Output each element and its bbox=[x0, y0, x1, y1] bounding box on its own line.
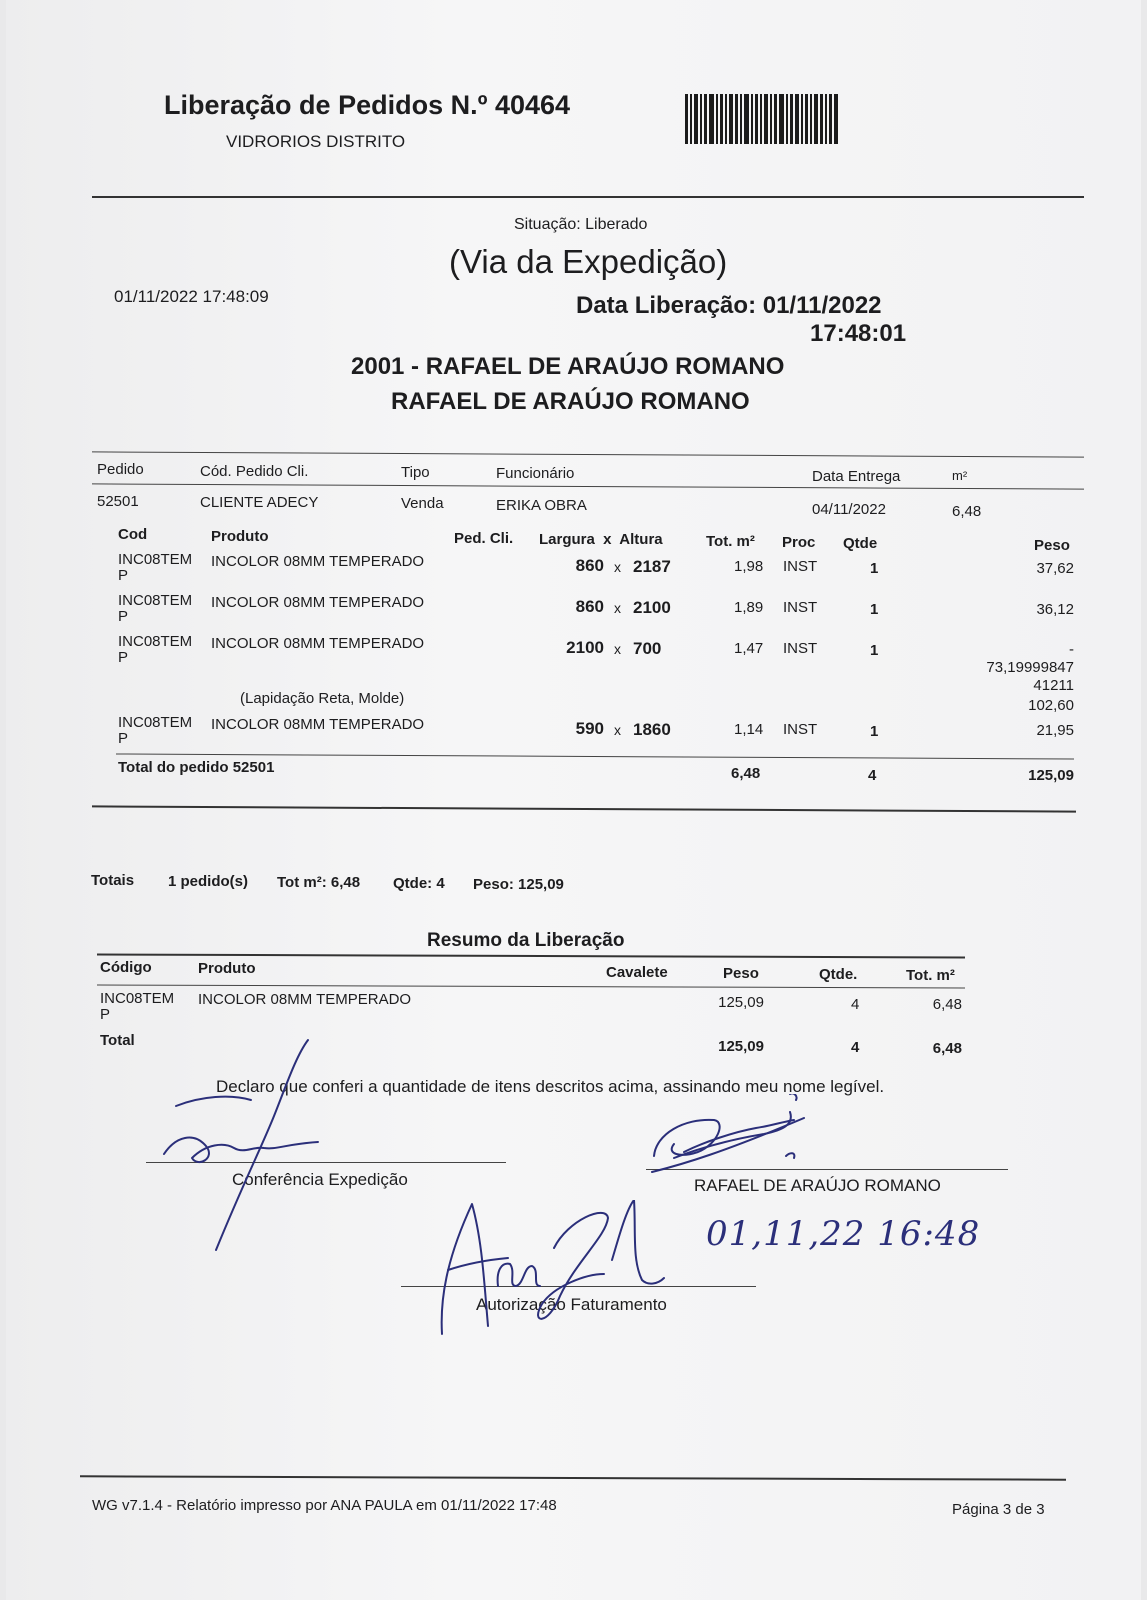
item-altura: 700 bbox=[633, 639, 662, 658]
item-cod: INC08TEM bbox=[118, 633, 193, 650]
summary-mid-rule bbox=[97, 984, 965, 988]
client-order-code: CLIENTE ADECY bbox=[200, 494, 319, 511]
signature-conferencia-icon bbox=[146, 1036, 346, 1256]
item-cod-cont: P bbox=[118, 730, 129, 747]
item-produto: INCOLOR 08MM TEMPERADO bbox=[211, 553, 425, 570]
copy-label: (Via da Expedição) bbox=[449, 243, 728, 280]
item-x: x bbox=[614, 722, 621, 738]
client-code-name: 2001 - RAFAEL DE ARAÚJO ROMANO bbox=[351, 353, 785, 380]
items-bottom-divider bbox=[92, 805, 1076, 812]
totals-m2: Tot m²: 6,48 bbox=[277, 874, 361, 891]
summary-col-produto: Produto bbox=[198, 960, 256, 977]
summary-top-rule bbox=[97, 953, 965, 958]
summary-col-codigo: Código bbox=[100, 959, 152, 976]
item-peso: 37,62 bbox=[1036, 560, 1074, 577]
summary-total-peso: 125,09 bbox=[718, 1038, 764, 1055]
totals-qtde: Qtde: 4 bbox=[393, 875, 445, 892]
document-page bbox=[6, 0, 1141, 1600]
declaration-text: Declaro que conferi a quantidade de itens descritos acima, assinando meu nome legível. bbox=[216, 1077, 885, 1096]
items-col-largura-altura: Largura x Altura bbox=[539, 531, 663, 548]
order-total-m2: 6,48 bbox=[731, 765, 761, 782]
item-largura: 590 bbox=[575, 719, 604, 738]
order-total-label: Total do pedido 52501 bbox=[118, 759, 275, 776]
item-cod-cont: P bbox=[118, 567, 129, 584]
item-cod: INC08TEM bbox=[118, 551, 193, 568]
summary-peso: 125,09 bbox=[718, 994, 764, 1011]
signature-cliente-icon bbox=[644, 1094, 824, 1194]
summary-col-qtde: Qtde. bbox=[819, 966, 858, 983]
summary-total-label: Total bbox=[100, 1032, 135, 1049]
footer-divider bbox=[80, 1475, 1066, 1480]
client-name: RAFAEL DE ARAÚJO ROMANO bbox=[391, 388, 750, 415]
item-cod-cont: P bbox=[118, 649, 129, 666]
page-number: Página 3 de 3 bbox=[952, 1501, 1045, 1518]
order-total-qtde: 4 bbox=[868, 767, 877, 784]
items-col-produto: Produto bbox=[211, 528, 269, 545]
order-m2: 6,48 bbox=[952, 503, 982, 520]
status-text: Situação: Liberado bbox=[514, 216, 648, 233]
item-proc: INST bbox=[783, 558, 818, 575]
item-cod-cont: P bbox=[118, 608, 129, 625]
company-name: VIDRORIOS DISTRITO bbox=[226, 132, 406, 151]
item-altura: 1860 bbox=[633, 720, 671, 739]
item-cod: INC08TEM bbox=[118, 592, 193, 609]
totals-orders: 1 pedido(s) bbox=[168, 873, 249, 890]
summary-total-qtde: 4 bbox=[851, 1039, 860, 1056]
item-largura: 860 bbox=[575, 597, 604, 616]
item-tot-m2: 1,14 bbox=[734, 721, 764, 738]
col-funcionario-label: Funcionário bbox=[496, 465, 575, 482]
item-largura: 860 bbox=[575, 556, 604, 575]
item-x: x bbox=[614, 641, 621, 657]
item-x: x bbox=[614, 559, 621, 575]
summary-col-cavalete: Cavalete bbox=[606, 964, 668, 981]
item-tot-m2: 1,47 bbox=[734, 640, 764, 657]
items-col-peso: Peso bbox=[1034, 537, 1070, 554]
col-tipo-label: Tipo bbox=[401, 464, 430, 481]
summary-qtde: 4 bbox=[851, 996, 860, 1013]
header-divider bbox=[92, 196, 1084, 198]
item-qtde: 1 bbox=[870, 560, 879, 577]
col-pedido-label: Pedido bbox=[97, 461, 144, 478]
signature-autorizacao-icon bbox=[436, 1200, 666, 1340]
item-note: (Lapidação Reta, Molde) bbox=[240, 690, 405, 707]
summary-col-peso: Peso bbox=[723, 965, 759, 982]
barcode-icon bbox=[685, 94, 857, 144]
summary-tot-m2: 6,48 bbox=[932, 996, 962, 1013]
release-date: Data Liberação: 01/11/2022 bbox=[576, 292, 882, 319]
printed-datetime: 01/11/2022 17:48:09 bbox=[114, 287, 269, 306]
item-altura: 2187 bbox=[633, 557, 671, 576]
item-proc: INST bbox=[783, 599, 818, 616]
item-peso-total: 102,60 bbox=[1028, 697, 1074, 714]
order-header-mid-rule bbox=[92, 483, 1084, 489]
items-col-qtde: Qtde bbox=[843, 535, 878, 552]
item-qtde: 1 bbox=[870, 601, 879, 618]
col-cod-pedido-cli-label: Cód. Pedido Cli. bbox=[200, 463, 309, 480]
item-largura: 2100 bbox=[566, 638, 604, 657]
order-type: Venda bbox=[401, 495, 444, 512]
summary-title: Resumo da Liberação bbox=[427, 930, 625, 951]
order-number: 52501 bbox=[97, 493, 139, 510]
col-data-entrega-label: Data Entrega bbox=[812, 468, 901, 485]
item-peso: 21,95 bbox=[1036, 722, 1074, 739]
signature-label-cliente: RAFAEL DE ARAÚJO ROMANO bbox=[694, 1176, 941, 1195]
footer-printed-by: WG v7.1.4 - Relatório impresso por ANA PAULA em 01/11/2022 17:48 bbox=[92, 1497, 557, 1514]
document-title: Liberação de Pedidos N.º 40464 bbox=[164, 90, 571, 120]
release-time: 17:48:01 bbox=[810, 320, 907, 347]
item-tot-m2: 1,89 bbox=[734, 599, 764, 616]
item-x: x bbox=[614, 600, 621, 616]
totals-peso: Peso: 125,09 bbox=[473, 876, 564, 893]
item-proc: INST bbox=[783, 721, 818, 738]
summary-produto: INCOLOR 08MM TEMPERADO bbox=[198, 991, 412, 1008]
totals-label: Totais bbox=[91, 872, 135, 889]
delivery-date: 04/11/2022 bbox=[812, 501, 886, 518]
summary-col-tot-m2: Tot. m² bbox=[906, 967, 955, 984]
order-total-peso: 125,09 bbox=[1028, 767, 1074, 784]
summary-codigo: INC08TEM bbox=[100, 990, 175, 1007]
col-m2-label: m² bbox=[952, 468, 968, 483]
item-produto: INCOLOR 08MM TEMPERADO bbox=[211, 635, 425, 652]
signature-label-conferencia: Conferência Expedição bbox=[232, 1170, 408, 1189]
item-altura: 2100 bbox=[633, 598, 671, 617]
items-col-proc: Proc bbox=[782, 534, 816, 551]
item-cod: INC08TEM bbox=[118, 714, 193, 731]
item-proc: INST bbox=[783, 640, 818, 657]
summary-codigo-cont: P bbox=[100, 1006, 111, 1023]
item-peso: 73,19999847 bbox=[986, 659, 1074, 676]
item-qtde: 1 bbox=[870, 723, 879, 740]
item-produto: INCOLOR 08MM TEMPERADO bbox=[211, 594, 425, 611]
item-qtde: 1 bbox=[870, 642, 879, 659]
order-header-top-rule bbox=[92, 451, 1084, 457]
signature-label-autorizacao: Autorização Faturamento bbox=[476, 1295, 667, 1314]
summary-total-tot-m2: 6,48 bbox=[932, 1040, 962, 1057]
items-col-cod: Cod bbox=[118, 526, 148, 543]
item-tot-m2: 1,98 bbox=[734, 558, 764, 575]
handwritten-date: 01,11,22 16:48 bbox=[706, 1214, 981, 1254]
items-col-ped-cli: Ped. Cli. bbox=[454, 530, 514, 547]
item-peso-dash: - bbox=[1069, 641, 1074, 658]
employee-name: ERIKA OBRA bbox=[496, 497, 587, 514]
item-produto: INCOLOR 08MM TEMPERADO bbox=[211, 716, 425, 733]
items-col-tot-m2: Tot. m² bbox=[706, 533, 755, 550]
item-peso-cont: 41211 bbox=[1033, 677, 1074, 694]
item-peso: 36,12 bbox=[1036, 601, 1074, 618]
